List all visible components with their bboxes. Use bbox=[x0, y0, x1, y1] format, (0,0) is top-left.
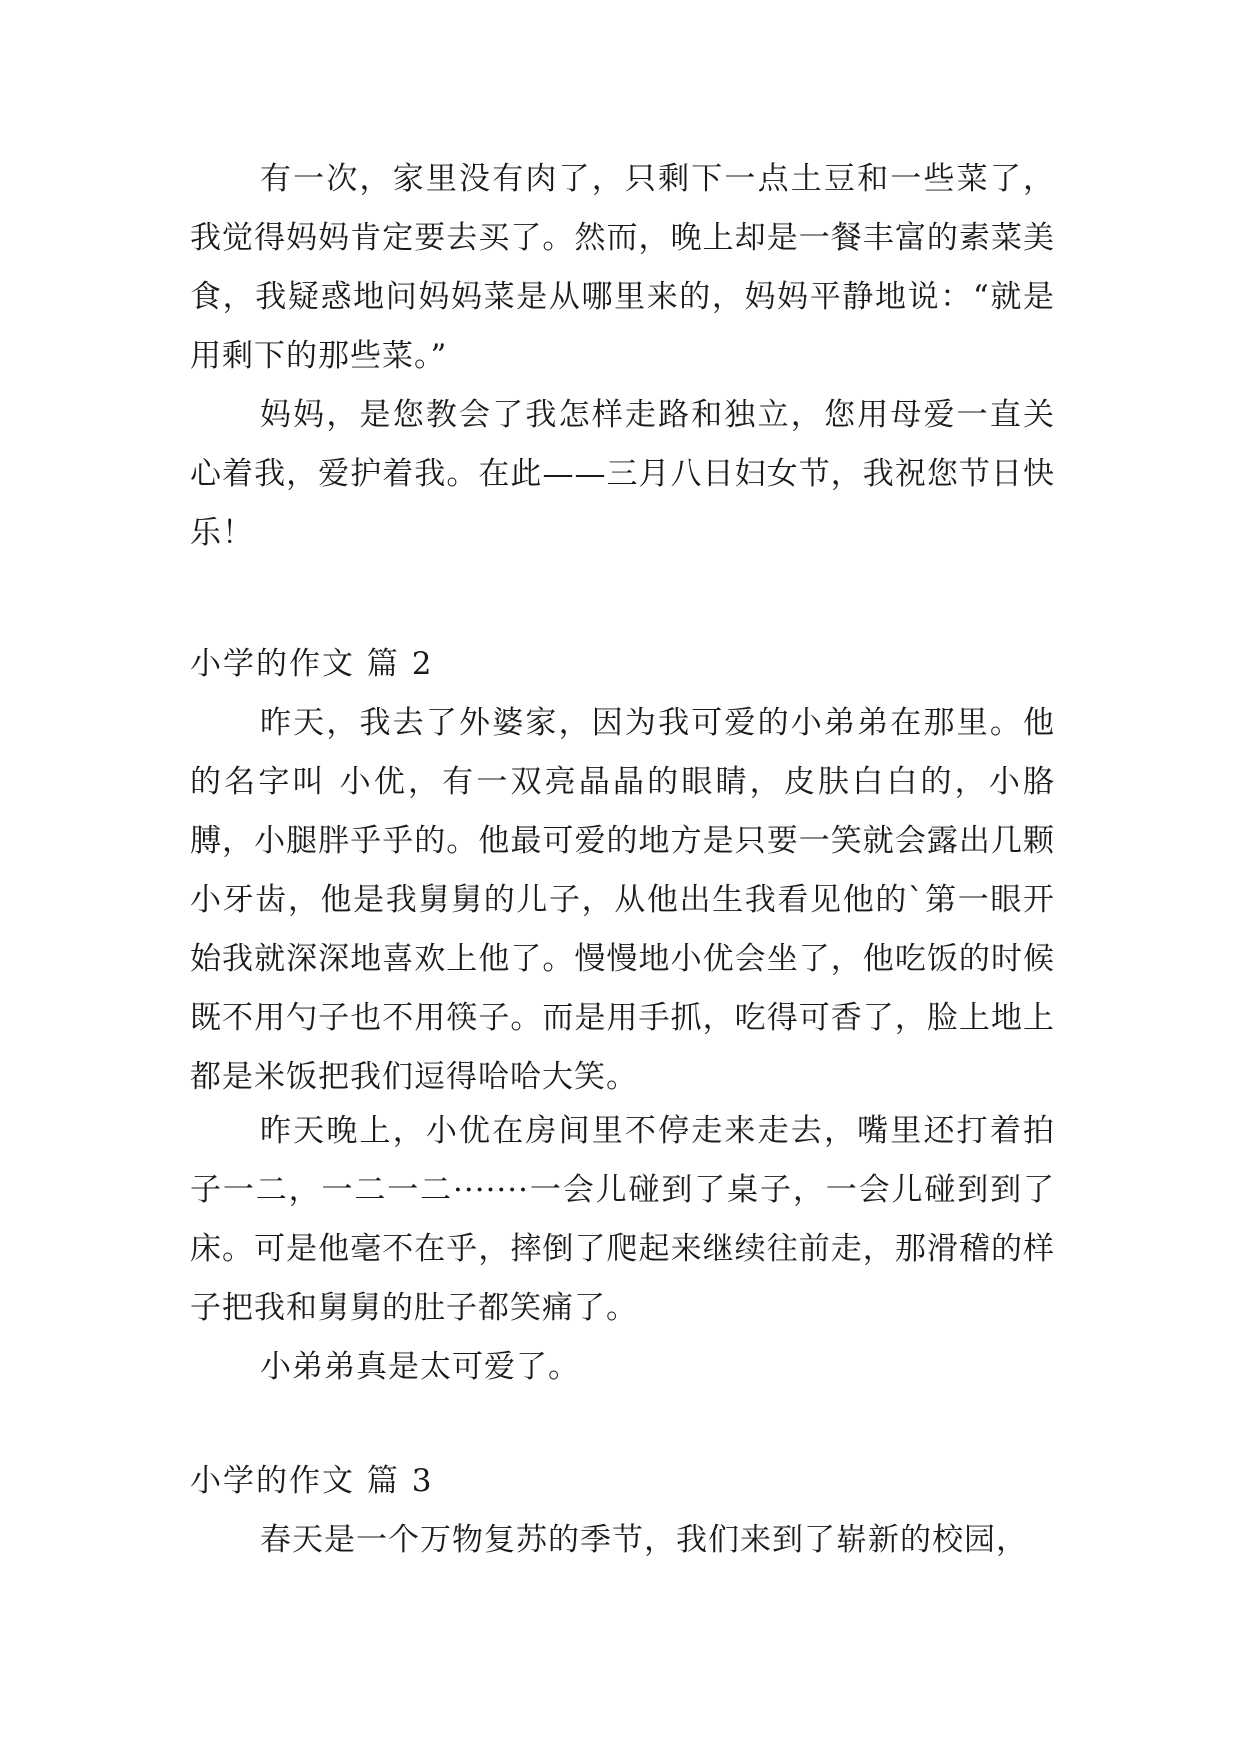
paragraph: 昨天晚上，小优在房间里不停走来走去，嘴里还打着拍子一二，一二一二·······一会儿碰到了桌子，一会儿碰到到了床。可是他毫不在乎，摔倒了爬起来继续往前走，那滑稽的样子把我和舅舅的肚子都笑痛了。 bbox=[190, 1113, 1055, 1326]
paragraph: 昨天，我去了外婆家，因为我可爱的小弟弟在那里。他的名字叫 小优，有一双亮晶晶的眼睛，皮肤白白的，小胳膊，小腿胖乎乎的。他最可爱的地方是只要一笑就会露出几颗小牙齿，他是我舅舅的儿子，从他出生我看见他的`第一眼开始我就深深地喜欢上他了。慢慢地小优会坐了，他吃饭的时候既不用勺子也不用筷子。而是用手抓，吃得可香了，脸上地上都是米饭把我们逗得哈哈大笑。 bbox=[190, 705, 1055, 1095]
paragraph: 妈妈，是您教会了我怎样走路和独立，您用母爱一直关心着我，爱护着我。在此——三月八日妇女节，我祝您节日快乐！ bbox=[190, 397, 1055, 551]
section-heading: 小学的作文 篇 3 bbox=[190, 1463, 434, 1499]
paragraph: 小弟弟真是太可爱了。 bbox=[260, 1349, 580, 1385]
paragraph: 春天是一个万物复苏的季节，我们来到了崭新的校园， bbox=[260, 1522, 1028, 1558]
paragraph: 有一次，家里没有肉了，只剩下一点土豆和一些菜了，我觉得妈妈肯定要去买了。然而，晚上却是一餐丰富的素菜美食，我疑惑地问妈妈菜是从哪里来的，妈妈平静地说：“就是用剩下的那些菜。” bbox=[190, 161, 1055, 374]
section-heading: 小学的作文 篇 2 bbox=[190, 646, 434, 682]
